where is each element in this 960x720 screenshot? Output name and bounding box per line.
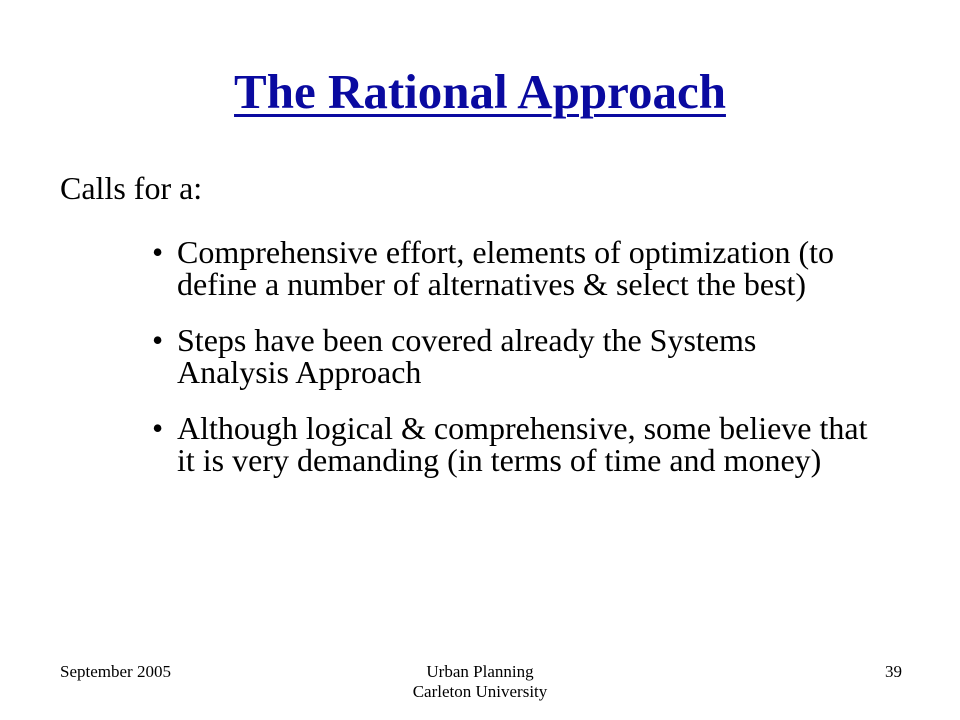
footer-course-info <box>330 662 630 702</box>
bullet-dot-icon: • <box>152 410 164 446</box>
bullet-list <box>150 236 870 500</box>
page-number: 39 <box>885 662 902 681</box>
footer-institution: Carleton University <box>412 682 548 701</box>
intro-text: Calls for a: <box>60 170 203 206</box>
bullet-item-3 <box>150 412 870 476</box>
bullet-item-2 <box>150 324 870 388</box>
bullet-text-3: Although logical & comprehensive, some believe that it is very demanding (in terms of time and money) <box>177 410 868 478</box>
bullet-text-2: Steps have been covered already the Systems Analysis Approach <box>177 322 757 390</box>
bullet-dot-icon: • <box>152 322 164 358</box>
bullet-text-1: Comprehensive effort, elements of optimization (to define a number of alternatives & select the best) <box>177 234 835 302</box>
bullet-dot-icon: • <box>152 234 164 270</box>
footer-date: September 2005 <box>60 662 171 681</box>
footer-course: Urban Planning <box>426 662 534 681</box>
slide-title: The Rational Approach <box>234 64 726 119</box>
bullet-item-1 <box>150 236 870 300</box>
